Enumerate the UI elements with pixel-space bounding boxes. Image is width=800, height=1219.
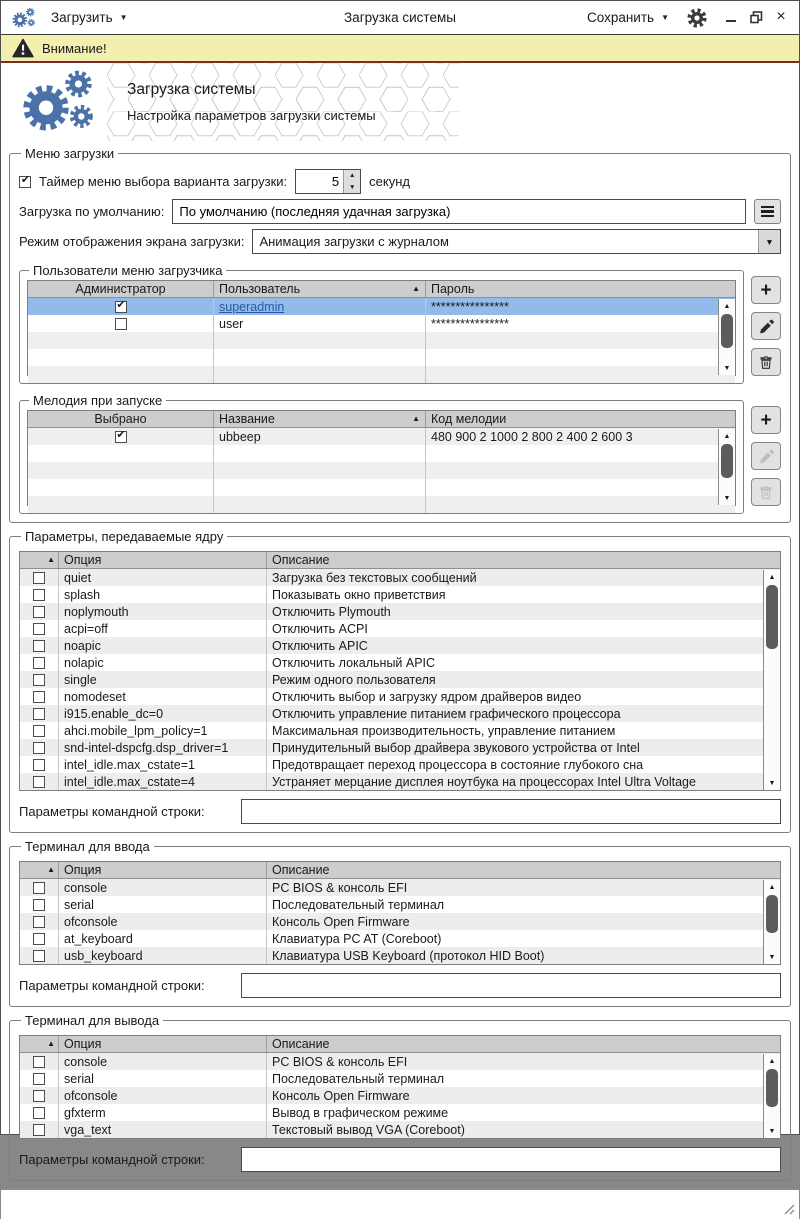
melody-code-cell: 480 900 2 1000 2 800 2 400 2 600 3 [425,428,735,445]
option-cell: splash [58,586,266,603]
description-cell: Консоль Open Firmware [266,913,780,930]
description-cell: Клавиатура USB Keyboard (протокол HID Boot) [266,947,780,964]
delete-melody-button[interactable] [751,478,781,506]
table-row[interactable] [20,1087,780,1104]
save-menu-label: Сохранить [586,10,655,25]
table-row[interactable] [20,654,780,671]
row-checkbox[interactable] [33,606,45,618]
table-row[interactable] [20,896,780,913]
edit-melody-button[interactable] [751,442,781,470]
row-checkbox[interactable] [115,318,127,330]
terminal-input-legend: Терминал для ввода [25,839,150,854]
boot-users-group [19,263,744,384]
hamburger-icon [761,206,774,217]
table-row[interactable] [20,637,780,654]
row-checkbox[interactable] [33,950,45,962]
scroll-down-icon[interactable]: ▼ [768,779,776,787]
scroll-up-icon[interactable]: ▲ [768,573,776,581]
option-check-cell [20,722,58,739]
row-checkbox[interactable] [33,725,45,737]
scroll-down-icon[interactable]: ▼ [768,1127,776,1135]
trash-icon [759,355,773,370]
option-check-cell [20,1121,58,1138]
empty-row [28,366,735,383]
column-header-name[interactable]: Название ▲ [213,411,425,427]
option-check-cell [20,688,58,705]
close-icon: × [776,7,786,25]
row-checkbox[interactable] [33,674,45,686]
password-cell: **************** [425,315,735,332]
column-header-option[interactable]: Опция [58,862,266,878]
row-checkbox[interactable] [33,759,45,771]
description-cell: Отключить ACPI [266,620,780,637]
table-row[interactable] [20,947,780,964]
row-checkbox[interactable] [33,1056,45,1068]
row-checkbox[interactable] [33,708,45,720]
table-row[interactable] [20,879,780,896]
page-header [1,63,799,141]
option-cell: quiet [58,569,266,586]
option-cell: nolapic [58,654,266,671]
option-cell: at_keyboard [58,930,266,947]
minimize-button[interactable] [723,10,739,26]
terminal-input-group [9,839,791,1007]
sort-ascending-icon: ▲ [412,284,420,293]
window-title: Загрузка системы [344,10,456,25]
maximize-button[interactable] [748,10,764,26]
row-checkbox[interactable] [33,776,45,788]
option-cell: console [58,879,266,896]
option-check-cell [20,947,58,964]
empty-row [28,332,735,349]
column-header-check[interactable] [20,862,58,878]
add-melody-button[interactable]: + [751,406,781,434]
table-row[interactable] [20,671,780,688]
status-bar [1,1189,799,1219]
option-check-cell [20,739,58,756]
column-header-description[interactable]: Описание [266,552,780,568]
option-cell: ofconsole [58,1087,266,1104]
description-cell: Устраняет мерцание дисплея ноутбука на процессорах Intel Ultra Voltage [266,773,780,790]
option-check-cell [20,637,58,654]
timer-checkbox[interactable] [19,176,31,188]
scroll-thumb[interactable] [766,895,778,933]
row-checkbox[interactable] [33,742,45,754]
vertical-scrollbar[interactable] [763,880,780,964]
restore-icon [750,11,763,24]
startup-melody-legend: Мелодия при запуске [33,393,163,408]
terminal-input-table [19,861,781,965]
column-header-check[interactable] [20,1036,58,1052]
password-cell: **************** [425,298,735,315]
option-cell: serial [58,1070,266,1087]
option-cell: ahci.mobile_lpm_policy=1 [58,722,266,739]
scroll-up-icon[interactable]: ▲ [768,883,776,891]
kernel-params-legend: Параметры, передаваемые ядру [25,529,224,544]
add-user-button[interactable]: + [751,276,781,304]
table-row[interactable] [20,569,780,586]
option-cell: intel_idle.max_cstate=4 [58,773,266,790]
column-header-admin[interactable]: Администратор [75,282,166,296]
option-cell: i915.enable_dc=0 [58,705,266,722]
dropdown-arrow-icon: ▼ [758,230,780,253]
display-mode-select[interactable] [252,229,781,254]
option-check-cell [20,930,58,947]
users-table [27,280,736,376]
description-cell: Последовательный терминал [266,1070,780,1087]
column-header-description[interactable]: Описание [266,1036,780,1052]
description-cell: Текстовый вывод VGA (Coreboot) [266,1121,780,1138]
timer-spinner[interactable] [295,169,361,194]
load-menu-button[interactable] [45,6,134,29]
warning-icon [12,38,34,58]
boot-entries-list-button[interactable] [754,199,781,224]
row-checkbox[interactable] [33,882,45,894]
edit-user-button[interactable] [751,312,781,340]
app-logo-icon [11,5,39,31]
description-cell: Загрузка без текстовых сообщений [266,569,780,586]
option-cell: noplymouth [58,603,266,620]
scroll-down-icon[interactable]: ▼ [768,953,776,961]
option-cell: intel_idle.max_cstate=1 [58,756,266,773]
spinner-up-button[interactable]: ▲ [348,172,356,180]
kernel-params-table [19,551,781,791]
terminal-output-cmdline-input[interactable] [241,1147,781,1172]
column-header-description[interactable]: Описание [266,862,780,878]
vertical-scrollbar[interactable] [763,570,780,790]
vertical-scrollbar[interactable] [763,1054,780,1138]
table-row[interactable] [20,930,780,947]
option-check-cell [20,913,58,930]
table-row[interactable] [20,705,780,722]
row-checkbox[interactable] [33,657,45,669]
melody-name-cell: ubbeep [213,428,425,445]
option-check-cell [20,603,58,620]
row-checkbox[interactable] [33,572,45,584]
table-row[interactable] [20,756,780,773]
row-checkbox[interactable] [33,1124,45,1136]
table-row[interactable] [20,586,780,603]
option-check-cell [20,773,58,790]
boot-menu-group [9,146,791,523]
option-cell: usb_keyboard [58,947,266,964]
scroll-down-icon[interactable]: ▼ [723,494,731,502]
sort-ascending-icon: ▲ [47,1039,55,1048]
startup-melody-group [19,393,744,514]
option-check-cell [20,879,58,896]
description-cell: Отключить APIC [266,637,780,654]
row-checkbox[interactable] [33,640,45,652]
boot-gears-logo-icon [17,66,101,138]
page-subtitle: Настройка параметров загрузки системы [127,108,376,123]
trash-icon [759,485,773,500]
table-row[interactable] [20,1070,780,1087]
row-checkbox[interactable] [33,916,45,928]
description-cell: Вывод в графическом режиме [266,1104,780,1121]
column-header-melody-code[interactable]: Код мелодии [425,411,735,427]
timer-unit-label: секунд [369,174,410,189]
sort-ascending-icon: ▲ [47,865,55,874]
option-check-cell [20,705,58,722]
empty-row [28,479,735,496]
option-check-cell [20,896,58,913]
table-row[interactable] [28,298,735,315]
option-check-cell [20,654,58,671]
option-check-cell [20,620,58,637]
selected-cell [28,428,213,445]
table-row[interactable] [20,603,780,620]
description-cell: Клавиатура PC AT (Coreboot) [266,930,780,947]
scroll-thumb[interactable] [766,585,778,649]
scroll-up-icon[interactable]: ▲ [723,432,731,440]
admin-cell [28,298,213,315]
row-checkbox[interactable] [33,691,45,703]
save-menu-button[interactable] [581,6,675,29]
kernel-cmdline-label: Параметры командной строки: [19,804,205,819]
sort-ascending-icon: ▲ [412,414,420,423]
option-check-cell [20,756,58,773]
description-cell: Консоль Open Firmware [266,1087,780,1104]
main-content [1,141,799,1187]
row-checkbox[interactable] [33,1073,45,1085]
empty-row [28,496,735,513]
delete-user-button[interactable] [751,348,781,376]
description-cell: Максимальная производительность, управление питанием [266,722,780,739]
timer-value-input[interactable] [296,170,343,193]
terminal-output-table [19,1035,781,1139]
kernel-params-group [9,529,791,833]
option-cell: gfxterm [58,1104,266,1121]
description-cell: PC BIOS & консоль EFI [266,1053,780,1070]
table-row[interactable] [20,913,780,930]
option-cell: serial [58,896,266,913]
description-cell: PC BIOS & консоль EFI [266,879,780,896]
resize-grip[interactable] [783,1203,795,1215]
scroll-down-icon[interactable]: ▼ [723,364,731,372]
description-cell: Отключить Plymouth [266,603,780,620]
option-cell: console [58,1053,266,1070]
pencil-icon [759,319,774,334]
settings-gear-button[interactable] [685,6,709,30]
warning-text: Внимание! [42,40,107,56]
description-cell: Отключить локальный APIC [266,654,780,671]
pencil-icon [759,449,774,464]
kernel-cmdline-input[interactable] [241,799,781,824]
melody-table [27,410,736,506]
option-cell: nomodeset [58,688,266,705]
chevron-down-icon: ▼ [661,12,669,22]
option-cell: noapic [58,637,266,654]
scroll-thumb[interactable] [721,314,733,348]
warning-banner [1,35,799,63]
default-boot-label: Загрузка по умолчанию: [19,204,165,219]
table-row[interactable] [20,1053,780,1070]
close-button[interactable] [773,7,789,26]
spinner-down-button[interactable]: ▼ [348,183,356,191]
admin-cell [28,315,213,332]
user-cell [213,315,425,332]
table-row[interactable] [20,739,780,756]
option-check-cell [20,1070,58,1087]
column-header-check[interactable] [20,552,58,568]
terminal-output-cmdline-label: Параметры командной строки: [19,1152,205,1167]
option-check-cell [20,586,58,603]
description-cell: Последовательный терминал [266,896,780,913]
terminal-input-cmdline-input[interactable] [241,973,781,998]
option-check-cell [20,1053,58,1070]
empty-row [28,445,735,462]
scroll-up-icon[interactable]: ▲ [768,1057,776,1065]
description-cell: Режим одного пользователя [266,671,780,688]
table-row[interactable] [20,620,780,637]
username[interactable]: superadmin [219,299,285,314]
description-cell: Принудительный выбор драйвера звукового устройства от Intel [266,739,780,756]
option-cell: vga_text [58,1121,266,1138]
table-row[interactable] [28,315,735,332]
terminal-input-cmdline-label: Параметры командной строки: [19,978,205,993]
terminal-output-legend: Терминал для вывода [25,1013,160,1028]
table-row[interactable] [20,773,780,790]
table-row[interactable] [20,1104,780,1121]
column-header-option[interactable]: Опция [58,552,266,568]
empty-row [28,462,735,479]
display-mode-label: Режим отображения экрана загрузки: [19,234,245,249]
row-checkbox[interactable] [33,1107,45,1119]
option-check-cell [20,569,58,586]
toolbar [1,1,799,35]
row-checkbox[interactable] [33,899,45,911]
row-checkbox[interactable] [33,1090,45,1102]
vertical-scrollbar[interactable] [718,299,735,375]
username: user [219,316,244,331]
page-title: Загрузка системы [127,81,256,98]
option-cell: ofconsole [58,913,266,930]
option-check-cell [20,671,58,688]
terminal-output-group [9,1013,791,1181]
table-row[interactable] [20,1121,780,1138]
option-cell: acpi=off [58,620,266,637]
row-checkbox[interactable] [115,301,127,313]
vertical-scrollbar[interactable] [718,429,735,505]
option-check-cell [20,1104,58,1121]
user-cell [213,298,425,315]
scroll-thumb[interactable] [721,444,733,478]
description-cell: Показывать окно приветствия [266,586,780,603]
row-checkbox[interactable] [33,623,45,635]
empty-row [28,349,735,366]
table-row[interactable] [28,428,735,445]
chevron-down-icon: ▼ [119,12,128,22]
column-header-password[interactable]: Пароль [425,281,735,297]
default-boot-input[interactable] [172,199,746,224]
table-row[interactable] [20,722,780,739]
description-cell: Отключить выбор и загрузку ядром драйверов видео [266,688,780,705]
column-header-user[interactable]: Пользователь ▲ [213,281,425,297]
row-checkbox[interactable] [33,589,45,601]
description-cell: Предотвращает переход процессора в состояние глубокого сна [266,756,780,773]
column-header-option[interactable]: Опция [58,1036,266,1052]
column-header-selected[interactable]: Выбрано [94,412,147,426]
option-cell: snd-intel-dspcfg.dsp_driver=1 [58,739,266,756]
display-mode-value: Анимация загрузки с журналом [259,234,449,249]
row-checkbox[interactable] [115,431,127,443]
table-row[interactable] [20,688,780,705]
row-checkbox[interactable] [33,933,45,945]
minimize-icon [726,20,736,22]
description-cell: Отключить управление питанием графического процессора [266,705,780,722]
option-cell: single [58,671,266,688]
timer-label: Таймер меню выбора варианта загрузки: [39,174,288,189]
scroll-up-icon[interactable]: ▲ [723,302,731,310]
boot-users-legend: Пользователи меню загрузчика [33,263,223,278]
load-menu-label: Загрузить [51,10,113,25]
sort-ascending-icon: ▲ [47,555,55,564]
boot-menu-legend: Меню загрузки [25,146,115,161]
scroll-thumb[interactable] [766,1069,778,1107]
option-check-cell [20,1087,58,1104]
